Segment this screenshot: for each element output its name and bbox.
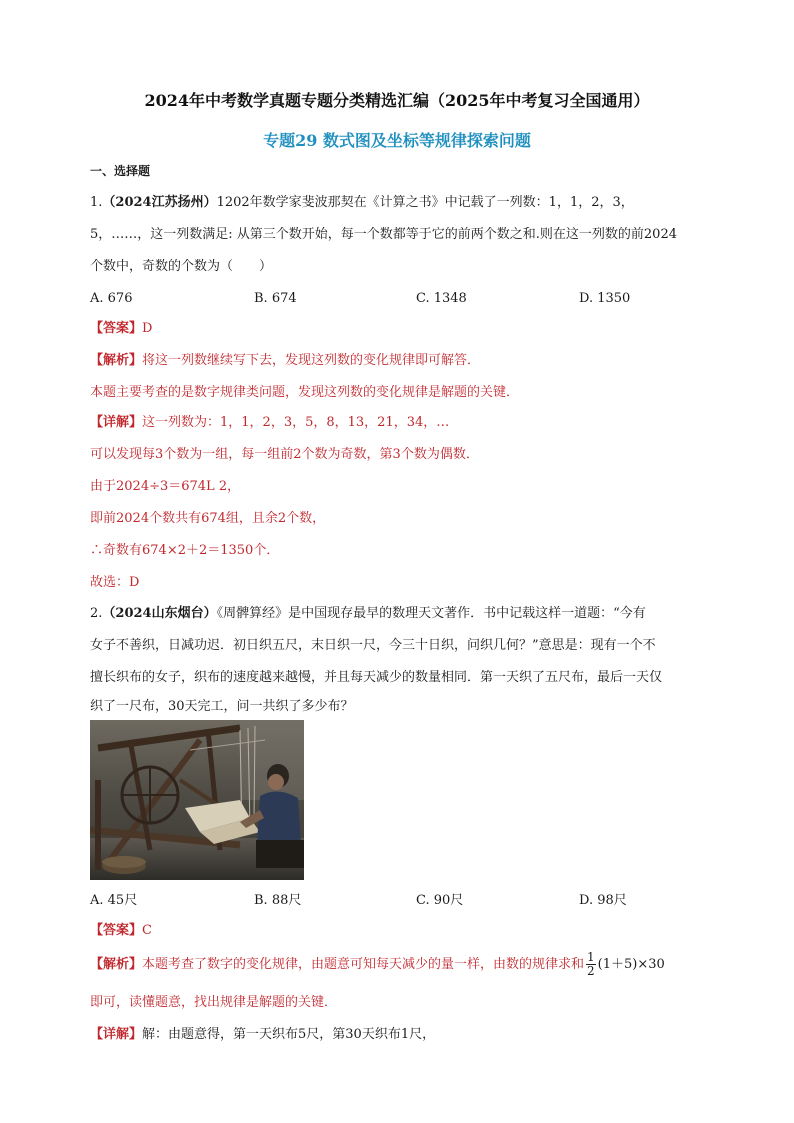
q2-analysis-line2: 即可，读懂题意，找出规律是解题的关键． [90,995,338,1010]
q1-option-b: B. 674 [254,291,297,306]
detail-text: 解：由题意得，第一天织布5尺，第30天织布1尺， [142,1027,436,1042]
q1-stem-line1 [90,194,634,212]
analysis-text: 将这一列数继续写下去，发现这列数的变化规律即可解答． [142,353,481,368]
q2-number: 2. [90,606,103,621]
q1-detail-line4: 即前2024个数共有674组，且余2个数， [90,511,326,526]
q1-detail-line5: ∴奇数有674×2＋2＝1350个． [90,543,280,558]
page-subtitle: 专题29 数式图及坐标等规律探索问题 [263,131,531,150]
q2-stem-line3: 擅长织布的女子，织布的速度越来越慢，并且每天减少的数量相同．第一天织了五尺布，最后一天仅 [90,670,663,685]
q2-stem-line2: 女子不善织，日减功迟．初日织五尺，末日织一尺，今三十日织，问织几何？”意思是：现有一个不 [90,638,656,653]
analysis-text: 本题考查了数字的变化规律，由题意可知每天减少的量一样，由数的规律求和 [142,957,585,972]
q1-option-a: A. 676 [90,291,133,306]
detail-text: 这一列数为：1，1，2，3，5，8，13，21，34，… [142,415,450,430]
q1-option-d: D. 1350 [579,291,631,306]
q1-detail-line1 [90,414,449,432]
q1-stem-line2: 5，……，这一列数满足: 从第三个数开始，每一个数都等于它的前两个数之和.则在这一列数的前2024 [90,227,678,242]
q1-detail-line3: 由于2024÷3＝674L 2， [90,479,241,494]
q1-answer [90,320,152,338]
q2-analysis-line1 [90,950,665,980]
q2-stem-line1 [90,605,646,623]
q1-text: 1202年数学家斐波那契在《计算之书》中记载了一列数：1，1，2，3， [216,195,634,210]
q2-option-b: B. 88尺 [254,893,302,908]
q2-stem-line4: 织了一尺布，30天完工，问一共织了多少布？ [90,699,354,714]
q1-number: 1. [90,195,103,210]
q2-detail-line1 [90,1026,435,1044]
q1-option-c: C. 1348 [416,291,467,306]
detail-tag: 【详解】 [90,415,143,430]
q1-analysis-line1 [90,352,480,370]
q2-text: 《周髀算经》是中国现存最早的数理天文著作．书中记载这样一道题：“今有 [216,606,646,621]
q2-answer [90,922,152,940]
fraction-numerator: 1 [587,950,595,964]
answer-tag: 【答案】 [90,923,143,938]
fraction-denominator: 2 [587,964,595,978]
q2-option-d: D. 98尺 [579,893,627,908]
q2-option-a: A. 45尺 [90,893,138,908]
q1-analysis-line2: 本题主要考查的是数字规律类问题，发现这列数的变化规律是解题的关键． [90,385,520,400]
weaving-loom-photo [90,720,304,880]
fraction-one-half [586,951,596,978]
q1-detail-line2: 可以发现每3个数为一组，每一组前2个数为奇数，第3个数为偶数． [90,447,479,462]
q2-source: （2024山东烟台） [102,606,217,621]
q1-conclusion: 故选：D [90,575,140,590]
q2-option-c: C. 90尺 [416,893,464,908]
answer-tag: 【答案】 [90,321,143,336]
q1-source: （2024江苏扬州） [102,195,217,210]
answer-value: D [142,321,153,336]
analysis-tag: 【解析】 [90,957,143,972]
detail-tag: 【详解】 [90,1027,143,1042]
answer-value: C [142,923,152,938]
section-heading: 一、选择题 [90,164,151,178]
sum-formula: (1＋5)×30 [597,957,665,972]
page-title: 2024年中考数学真题专题分类精选汇编（2025年中考复习全国通用） [144,91,650,110]
analysis-tag: 【解析】 [90,353,143,368]
q1-stem-line3: 个数中，奇数的个数为（ ） [90,259,273,274]
